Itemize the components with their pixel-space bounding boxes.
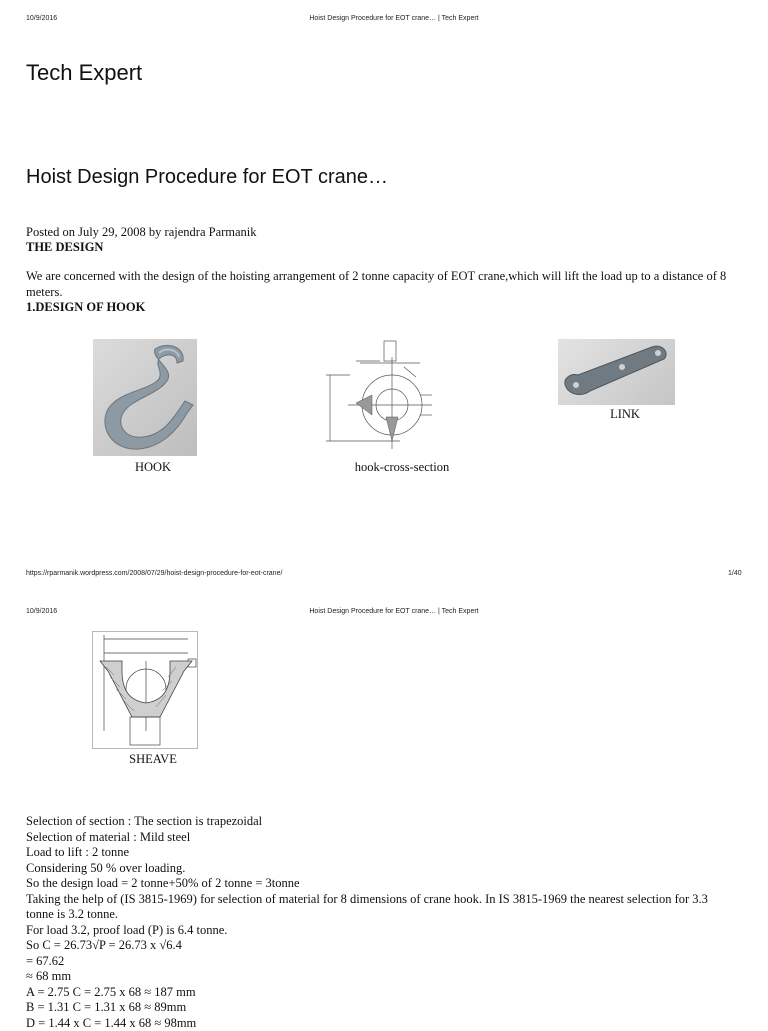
hook-cross-section-drawing [320,337,440,457]
calc-line: Selection of section : The section is trapezoidal [26,814,756,830]
intro-paragraph: We are concerned with the design of the hoisting arrangement of 2 tonne capacity of EOT crane,which will lift the load up to a distance of 8 meters. [26,269,742,300]
calc-line: tonne is 3.2 tonne. [26,907,756,923]
calc-line: Selection of material : Mild steel [26,830,756,846]
hook-image[interactable] [93,339,197,456]
calculation-block [26,814,756,1031]
calc-line: Considering 50 % over loading. [26,861,756,877]
link-caption: LINK [585,407,665,422]
calc-line: For load 3.2, proof load (P) is 6.4 tonne. [26,923,756,939]
page-header-title: Hoist Design Procedure for EOT crane… | Tech Expert [0,15,768,22]
calc-line: D = 1.44 x C = 1.44 x 68 ≈ 98mm [26,1016,756,1031]
subheading-hook: 1.DESIGN OF HOOK [26,300,145,316]
calc-line: ≈ 68 mm [26,969,756,985]
page2-header-title: Hoist Design Procedure for EOT crane… | Tech Expert [0,608,768,615]
link-image[interactable] [558,339,675,405]
hook-caption: HOOK [93,460,213,475]
hook-cross-section-caption: hook-cross-section [322,460,482,475]
calc-line: So C = 26.73√P = 26.73 x √6.4 [26,938,756,954]
calc-line: = 67.62 [26,954,756,970]
calc-line: B = 1.31 C = 1.31 x 68 ≈ 89mm [26,1000,756,1016]
page-footer-url[interactable]: https://rparmanik.wordpress.com/2008/07/29/hoist-design-procedure-for-eot-crane/ [26,570,282,577]
hook-icon [93,339,197,456]
link-icon [558,339,675,405]
page-footer-number: 1/40 [728,570,742,577]
page2-header-date: 10/9/2016 [26,608,57,615]
posted-line: Posted on July 29, 2008 by rajendra Parmanik [26,225,257,241]
calc-line: Taking the help of (IS 3815-1969) for selection of material for 8 dimensions of crane hook. In IS 3815-1969 the nearest selection for 3.3 [26,892,756,908]
site-title[interactable]: Tech Expert [26,60,142,86]
sheave-drawing [92,631,198,749]
page-header-date: 10/9/2016 [26,15,57,22]
calc-line: So the design load = 2 tonne+50% of 2 tonne = 3tonne [26,876,756,892]
calc-line: Load to lift : 2 tonne [26,845,756,861]
section-heading: THE DESIGN [26,240,103,256]
hook-cross-section-image[interactable] [320,337,440,457]
sheave-image[interactable] [92,631,198,749]
sheave-caption: SHEAVE [118,752,188,767]
post-title: Hoist Design Procedure for EOT crane… [26,166,388,189]
calc-line: A = 2.75 C = 2.75 x 68 ≈ 187 mm [26,985,756,1001]
